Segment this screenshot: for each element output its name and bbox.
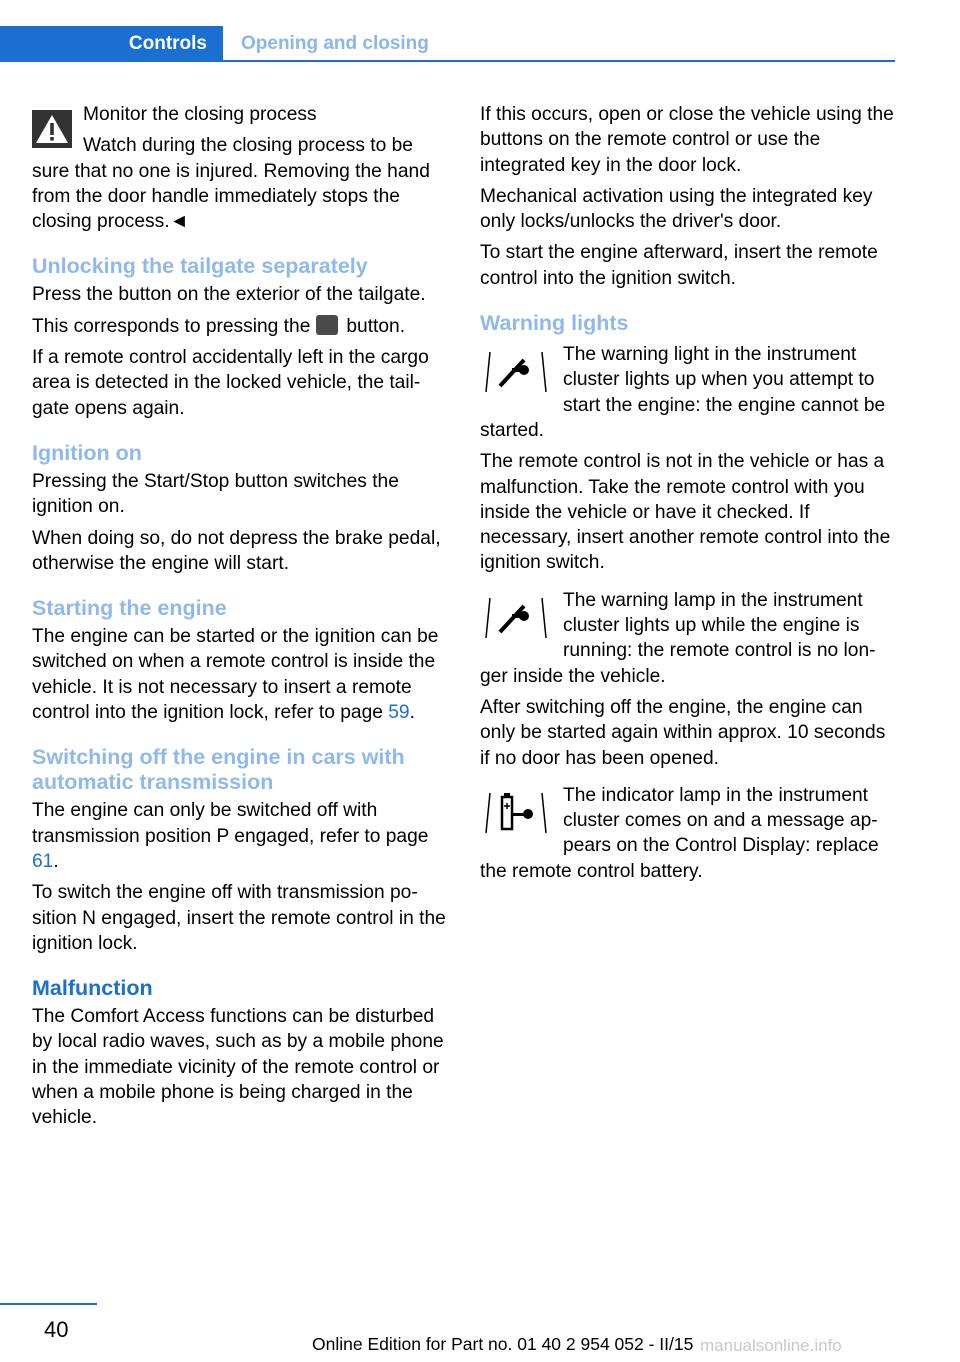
paragraph-right-3: To start the engine afterward, insert the remote control into the ignition switch. bbox=[480, 242, 878, 289]
right-column bbox=[480, 102, 894, 890]
lamp-text-3: The indicator lamp in the instrument cluster comes on and a message appears on the Control Display: replace the remote control battery. bbox=[480, 784, 879, 882]
paragraph-tailgate-3: If a remote control accidentally left in the cargo area is detected in the locked vehicle, the tailgate opens again. bbox=[32, 347, 429, 419]
paragraph-switching-1: The engine can only be switched off with transmission position P engaged, refer to page 61. bbox=[32, 800, 429, 872]
page-link-59[interactable]: 59 bbox=[388, 702, 410, 724]
section-tab-controls[interactable]: Controls bbox=[0, 26, 223, 62]
page-number: 40 bbox=[44, 1317, 69, 1342]
paragraph-starting-text: The engine can be started or the ignition can be switched on when a remote control is inside the vehicle. It is not necessary to insert a remote control into the ignition lock, refer to page bbox=[32, 626, 439, 724]
header-rule bbox=[223, 60, 895, 62]
remote-key-warning-icon bbox=[480, 344, 552, 400]
paragraph-ignition-2: When doing so, do not depress the brake pedal, otherwise the engine will start. bbox=[32, 527, 441, 574]
paragraph-tailgate-2 bbox=[32, 314, 448, 339]
paragraph-tailgate-1: Press the button on the exterior of the tailgate. bbox=[32, 284, 426, 306]
heading-malfunction: Malfunction bbox=[32, 976, 153, 1001]
lamp-note-2 bbox=[480, 588, 894, 689]
section-tab-opening-closing[interactable]: Opening and closing bbox=[241, 33, 429, 54]
warning-triangle-icon bbox=[32, 110, 72, 148]
key-battery-icon bbox=[480, 785, 552, 841]
heading-ignition-on: Ignition on bbox=[32, 440, 142, 465]
paragraph-right-4: The remote control is not in the vehicle or has a malfunction. Take the remote control with you inside the vehicle or have it checked. If necessary, insert another remote control into the ignition switch. bbox=[480, 451, 891, 574]
paragraph-tailgate-2-end: button. bbox=[346, 315, 406, 337]
footer-rule bbox=[0, 1303, 97, 1305]
paragraph-right-1: If this occurs, open or close the vehicle using the buttons on the remote control or use the integrated key in the door lock. bbox=[480, 104, 894, 176]
left-column bbox=[32, 102, 448, 1137]
lamp-note-1 bbox=[480, 342, 894, 443]
heading-starting-engine: Starting the engine bbox=[32, 596, 227, 621]
paragraph-ignition-1: Pressing the Start/Stop button switches the ignition on. bbox=[32, 470, 399, 518]
heading-warning-lights: Warning lights bbox=[480, 311, 629, 336]
paragraph-right-2: Mechanical activation using the integrated key only locks/unlocks the driver's door. bbox=[480, 185, 873, 233]
warning-note bbox=[32, 102, 448, 234]
watermark: manualsonline.info bbox=[700, 1336, 842, 1355]
tailgate-key-icon bbox=[316, 315, 338, 335]
paragraph-switching-1-text: The engine can only be switched off with transmission position P engaged, refer to page bbox=[32, 800, 429, 847]
paragraph-malfunction: The Comfort Access functions can be disturbed by local radio waves, such as by a mobile phone in the immediate vicinity of the remote control or when a mobile phone is being charged in the vehicle. bbox=[32, 1006, 444, 1129]
page-header bbox=[0, 26, 895, 62]
heading-unlocking-tailgate: Unlocking the tailgate separately bbox=[32, 254, 368, 279]
paragraph-starting: The engine can be started or the ignition can be switched on when a remote control is inside the vehicle. It is not necessary to insert a remote control into the ignition lock, refer to page 59. bbox=[32, 626, 439, 724]
paragraph-switching-2: To switch the engine off with transmission position N engaged, insert the remote control in the ignition lock. bbox=[32, 882, 446, 954]
lamp-text-1: The warning light in the instrument cluster lights up when you attempt to start the engine: the engine cannot be started. bbox=[480, 344, 886, 441]
lamp-note-3 bbox=[480, 783, 894, 884]
heading-switching-off: Switching off the engine in cars with automatic transmission bbox=[32, 745, 405, 795]
warning-body: Watch during the closing process to be sure that no one is injured. Removing the hand from the door handle immediately stops the closing process.◄ bbox=[32, 135, 430, 233]
lamp-text-2: The warning lamp in the instrument cluster lights up while the engine is running: the remote control is no longer inside the vehicle. bbox=[480, 589, 876, 687]
edition-note: Online Edition for Part no. 01 40 2 954 052 - II/15 bbox=[312, 1334, 694, 1354]
remote-key-warning-icon bbox=[480, 590, 552, 646]
warning-title: Monitor the closing process bbox=[83, 104, 317, 125]
page-link-61[interactable]: 61 bbox=[32, 850, 54, 872]
paragraph-right-5: After switching off the engine, the engine can only be started again within approx. 10 seconds if no door has been opened. bbox=[480, 696, 886, 769]
paragraph-tailgate-2-start: This corresponds to pressing the bbox=[32, 315, 311, 337]
